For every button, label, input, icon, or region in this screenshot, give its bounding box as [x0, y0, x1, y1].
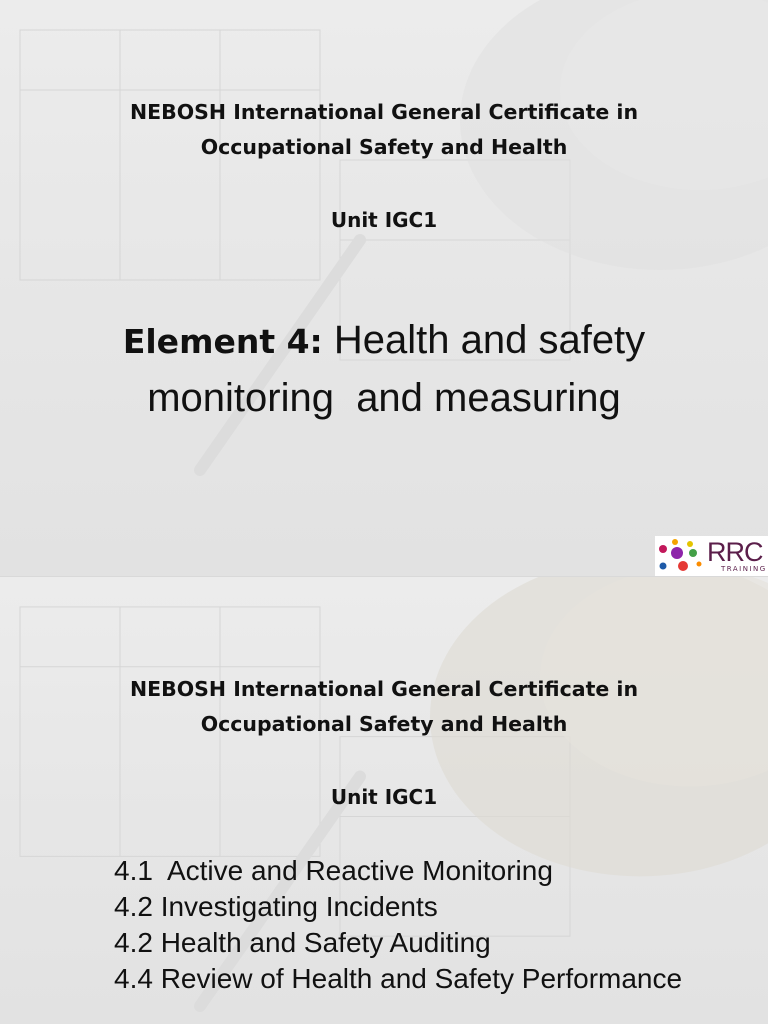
unit-label: Unit IGC1 — [330, 785, 438, 809]
topic-item: 4.4 Review of Health and Safety Performance — [114, 963, 683, 994]
logo-subtext: TRAINING — [721, 565, 767, 573]
element-number: Element 4: — [122, 322, 323, 361]
topic-item: 4.2 Investigating Incidents — [114, 891, 438, 922]
certificate-line-1: NEBOSH International General Certificate in — [129, 677, 639, 701]
topic-item: 4.1 Active and Reactive Monitoring — [114, 855, 553, 886]
element-title-line-1: Health and safety — [322, 318, 646, 362]
topic-item: 4.2 Health and Safety Auditing — [114, 927, 491, 958]
certificate-title — [0, 95, 768, 165]
certificate-title — [0, 672, 768, 742]
certificate-line-2: Occupational Safety and Health — [200, 712, 568, 736]
element-title-line-2: monitoring and measuring — [147, 376, 621, 420]
certificate-line-1: NEBOSH International General Certificate in — [129, 100, 639, 124]
unit-label: Unit IGC1 — [330, 208, 438, 232]
topic-list — [114, 853, 682, 997]
certificate-line-2: Occupational Safety and Health — [200, 135, 568, 159]
rrc-training-logo — [655, 536, 768, 576]
logo-text: RRC — [707, 537, 763, 567]
element-heading — [0, 312, 768, 426]
slide-contents — [0, 576, 768, 1024]
